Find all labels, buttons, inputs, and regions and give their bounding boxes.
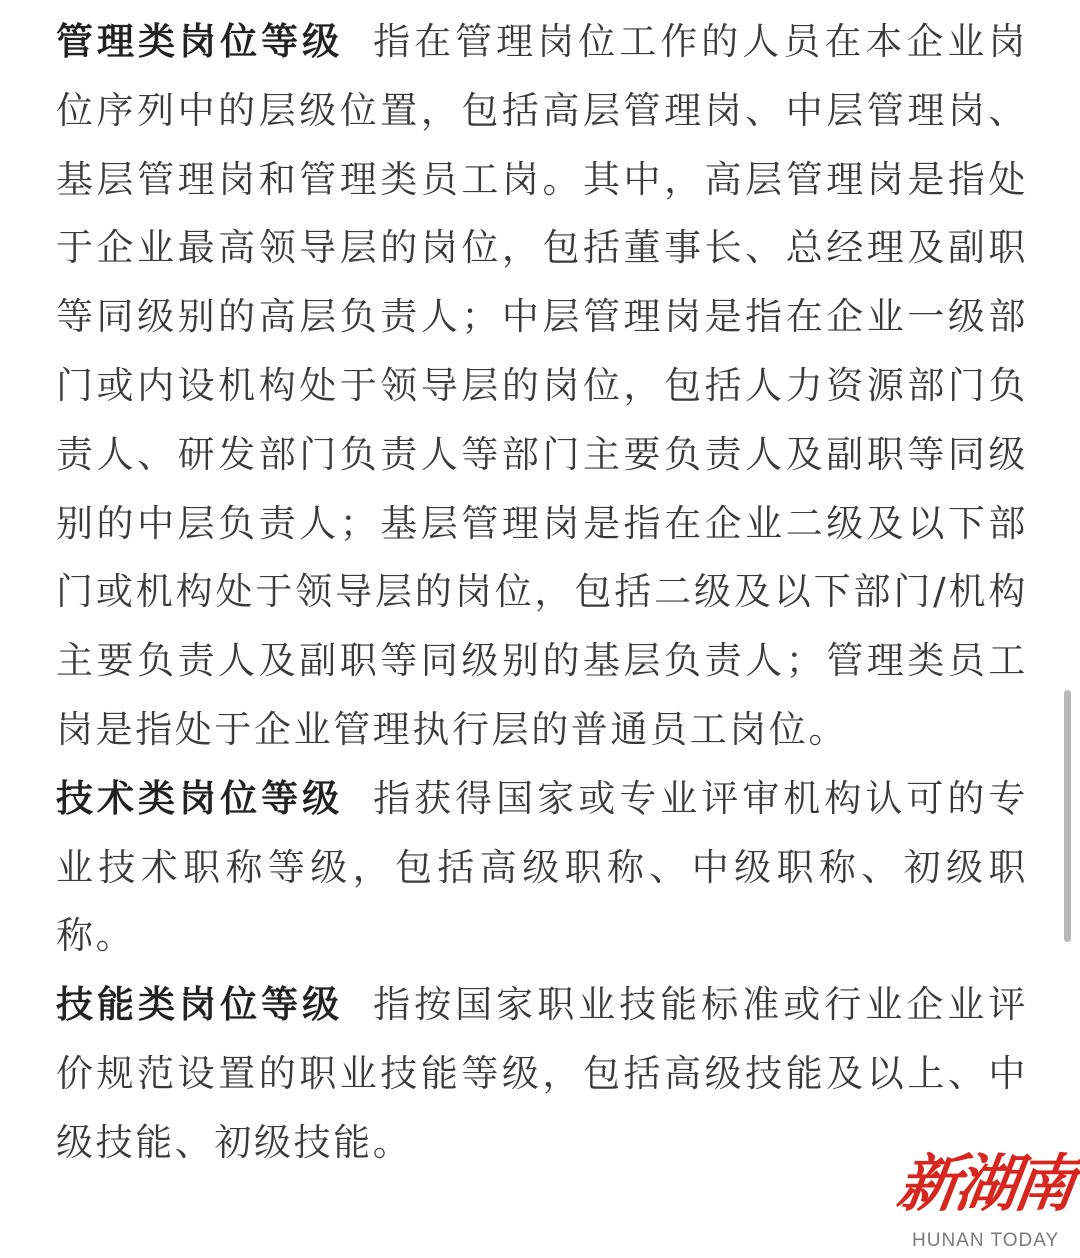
definition-skill-level: 指按国家职业技能标准或行业企业评价规范设置的职业技能等级，包括高级技能及以上、中级技能、初级技能。 xyxy=(56,983,1028,1164)
paragraph-management-level xyxy=(56,8,1028,765)
vertical-scrollbar[interactable] xyxy=(1064,690,1071,942)
logo-subtitle: HUNAN TODAY xyxy=(912,1230,1060,1251)
hunan-today-watermark xyxy=(892,1142,1078,1254)
paragraph-skill-level xyxy=(56,971,1028,1177)
definition-management-level: 指在管理岗位工作的人员在本企业岗位序列中的层级位置，包括高层管理岗、中层管理岗、基层管理岗和管理类员工岗。其中，高层管理岗是指处于企业最高领导层的岗位，包括董事长、总经理及副职等同级别的高层负责人；中层管理岗是指在企业一级部门或内设机构处于领导层的岗位，包括人力资源部门负责人、研发部门负责人等部门主要负责人及副职等同级别的中层负责人；基层管理岗是指在企业二级及以下部门或机构处于领导层的岗位，包括二级及以下部门/机构主要负责人及副职等同级别的基层负责人；管理类员工岗是指处于企业管理执行层的普通员工岗位。 xyxy=(56,20,1028,751)
article-body xyxy=(56,8,1028,1178)
paragraph-technical-level xyxy=(56,765,1028,971)
xinhunan-logo: 新湖南 xyxy=(892,1147,1078,1220)
definition-technical-level: 指获得国家或专业评审机构认可的专业技术职称等级，包括高级职称、中级职称、初级职称。 xyxy=(56,776,1028,958)
term-management-level: 管理类岗位等级 xyxy=(56,20,344,63)
term-technical-level: 技术类岗位等级 xyxy=(56,776,344,820)
term-skill-level: 技能类岗位等级 xyxy=(56,983,344,1027)
